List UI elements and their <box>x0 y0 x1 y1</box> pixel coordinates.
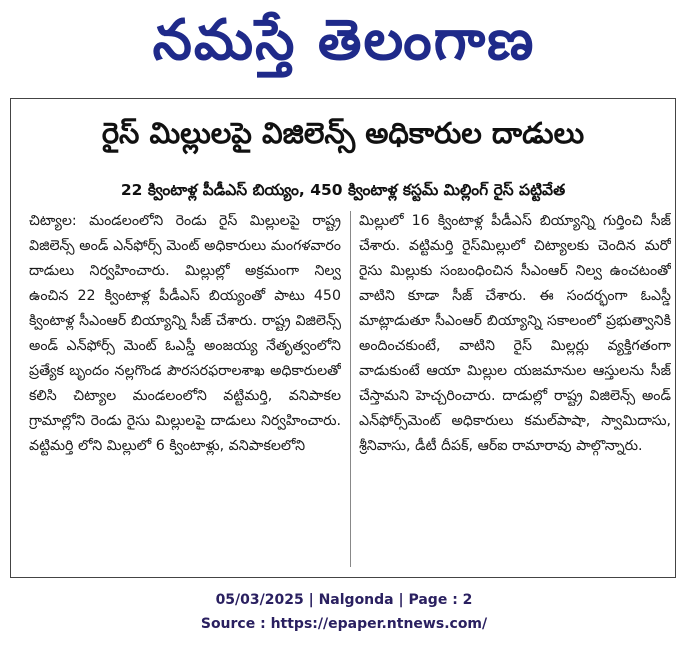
article-column-right: మిల్లులో 16 క్వింటాళ్ల పీడీఎస్ బియ్యాన్ని గుర్తించి సీజ్ చేశారు. వట్టిమర్తి రైస్‌మిల్లులో చిట్యాలకు చెందిన మరో రైసు మిల్లుకు సంబంధించిన సీఎంఆర్ నిల్వ ఉంచటంతో వాటిని కూడా సీజ్ చేశారు. ఈ సందర్భంగా ఓఎస్డీ మాట్లాడుతూ సీఎంఆర్ బియ్యాన్ని సకాలంలో ప్రభుత్వానికి అందించకుంటే, వాటిని రైస్ మిల్లర్లు వ్యక్తిగతంగా వాడుకుంటే ఆయా మిల్లుల యజమానుల ఆస్తులను సీజ్ చేస్తామని హెచ్చరించారు. దాడుల్లో రాష్ట్ర విజిలెన్స్ అండ్ ఎన్‌ఫోర్స్‌మెంట్ అధికారులు కమల్‌పాషా, స్వామిదాసు, శ్రీనివాసు, డీటీ దీపక్, ఆర్ఐ రామారావు పాల్గొన్నారు. <box>359 213 671 454</box>
newspaper-masthead: నమస్తే తెలంగాణ <box>152 7 536 73</box>
article-subheadline: 22 క్వింటాళ్ల పీడీఎస్ బియ్యం, 450 క్వింటాళ్ల కస్టమ్ మిల్లింగ్ రైస్ పట్టివేత <box>120 181 566 199</box>
edition-date-line: 05/03/2025 | Nalgonda | Page : 2 <box>215 592 473 608</box>
article-column-left: చిట్యాల: మండలంలోని రెండు రైస్ మిల్లులపై రాష్ట్ర విజిలెన్స్ అండ్ ఎన్‌ఫోర్స్ మెంట్ అధికారులు మంగళవారం దాడులు నిర్వహించారు. మిల్లుల్లో అక్రమంగా నిల్వ ఉంచిన 22 క్వింటాళ్ల పీడీఎస్ బియ్యంతో పాటు 450 క్వింటాళ్ల సీఎంఆర్ బియ్యాన్ని సీజ్ చేశారు. రాష్ట్ర విజిలెన్స్ అండ్ ఎన్‌ఫోర్స్ మెంట్ ఓఎస్డీ అంజయ్య నేతృత్వంలోని ప్రత్యేక బృందం నల్లగొండ పౌరసరఫరాలశాఖ అధికారులతో కలిసి చిట్యాల మండలంలోని వట్టిమర్తి, వనిపాకల గ్రామాల్లోని రెండు రైసు మిల్లులపై దాడులు నిర్వహించారు. వట్టిమర్తి లోని మిల్లులో 6 క్వింటాళ్లు, వనిపాకలలోని <box>29 213 341 454</box>
source-line: Source : https://epaper.ntnews.com/ <box>200 616 488 632</box>
column-divider <box>350 211 351 567</box>
news-clipping <box>10 98 676 578</box>
article-headline: రైస్ మిల్లులపై విజిలెన్స్ అధికారుల దాడులు <box>101 116 585 150</box>
